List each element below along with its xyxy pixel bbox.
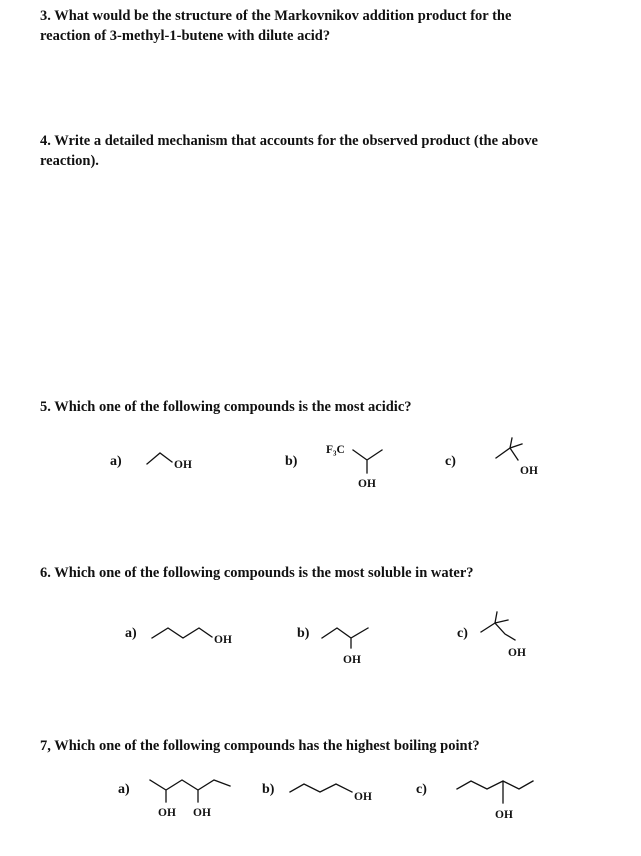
q7-option-a-oh-2: OH xyxy=(193,807,211,819)
q7-option-a-structure xyxy=(148,772,248,822)
q6-option-a-label: a) xyxy=(125,626,137,641)
q7-option-b-oh: OH xyxy=(354,791,372,803)
q5-option-b-structure xyxy=(320,440,400,495)
question-4-line-1: 4. Write a detailed mechanism that accounts for the observed product (the above xyxy=(40,133,538,149)
q5-option-a-label: a) xyxy=(110,454,122,469)
q5-option-b-label: b) xyxy=(285,454,298,469)
q5-option-a-oh: OH xyxy=(174,459,192,471)
q7-option-b-structure xyxy=(288,778,398,808)
q6-option-a-structure xyxy=(150,618,240,648)
q5-option-c-oh: OH xyxy=(520,465,538,477)
q7-option-c-structure xyxy=(455,775,555,825)
q6-option-c-oh: OH xyxy=(508,647,526,659)
q5-option-c-label: c) xyxy=(445,454,456,469)
question-5-text: 5. Which one of the following compounds is the most acidic? xyxy=(40,399,412,415)
q7-option-b-label: b) xyxy=(262,782,275,797)
q6-option-b-oh: OH xyxy=(343,654,361,666)
q5-option-b-cf3: F₃C xyxy=(326,444,345,456)
question-7-text: 7, Which one of the following compounds has the highest boiling point? xyxy=(40,738,480,754)
q7-option-a-oh-1: OH xyxy=(158,807,176,819)
question-4-line-2: reaction). xyxy=(40,153,99,169)
q6-option-a-oh: OH xyxy=(214,634,232,646)
q7-option-a-label: a) xyxy=(118,782,130,797)
q7-option-c-label: c) xyxy=(416,782,427,797)
q5-option-b-oh: OH xyxy=(358,478,376,490)
q6-option-b-structure xyxy=(320,614,390,669)
question-6-text: 6. Which one of the following compounds is the most soluble in water? xyxy=(40,565,474,581)
question-3-line-2: reaction of 3-methyl-1-butene with dilute acid? xyxy=(40,28,331,44)
q6-option-c-structure xyxy=(478,610,558,660)
q5-option-a-structure xyxy=(145,444,215,474)
q6-option-b-label: b) xyxy=(297,626,310,641)
question-3-line-1: 3. What would be the structure of the Markovnikov addition product for the xyxy=(40,8,512,24)
q6-option-c-label: c) xyxy=(457,626,468,641)
q7-option-c-oh: OH xyxy=(495,809,513,821)
q5-option-c-structure xyxy=(490,438,560,483)
